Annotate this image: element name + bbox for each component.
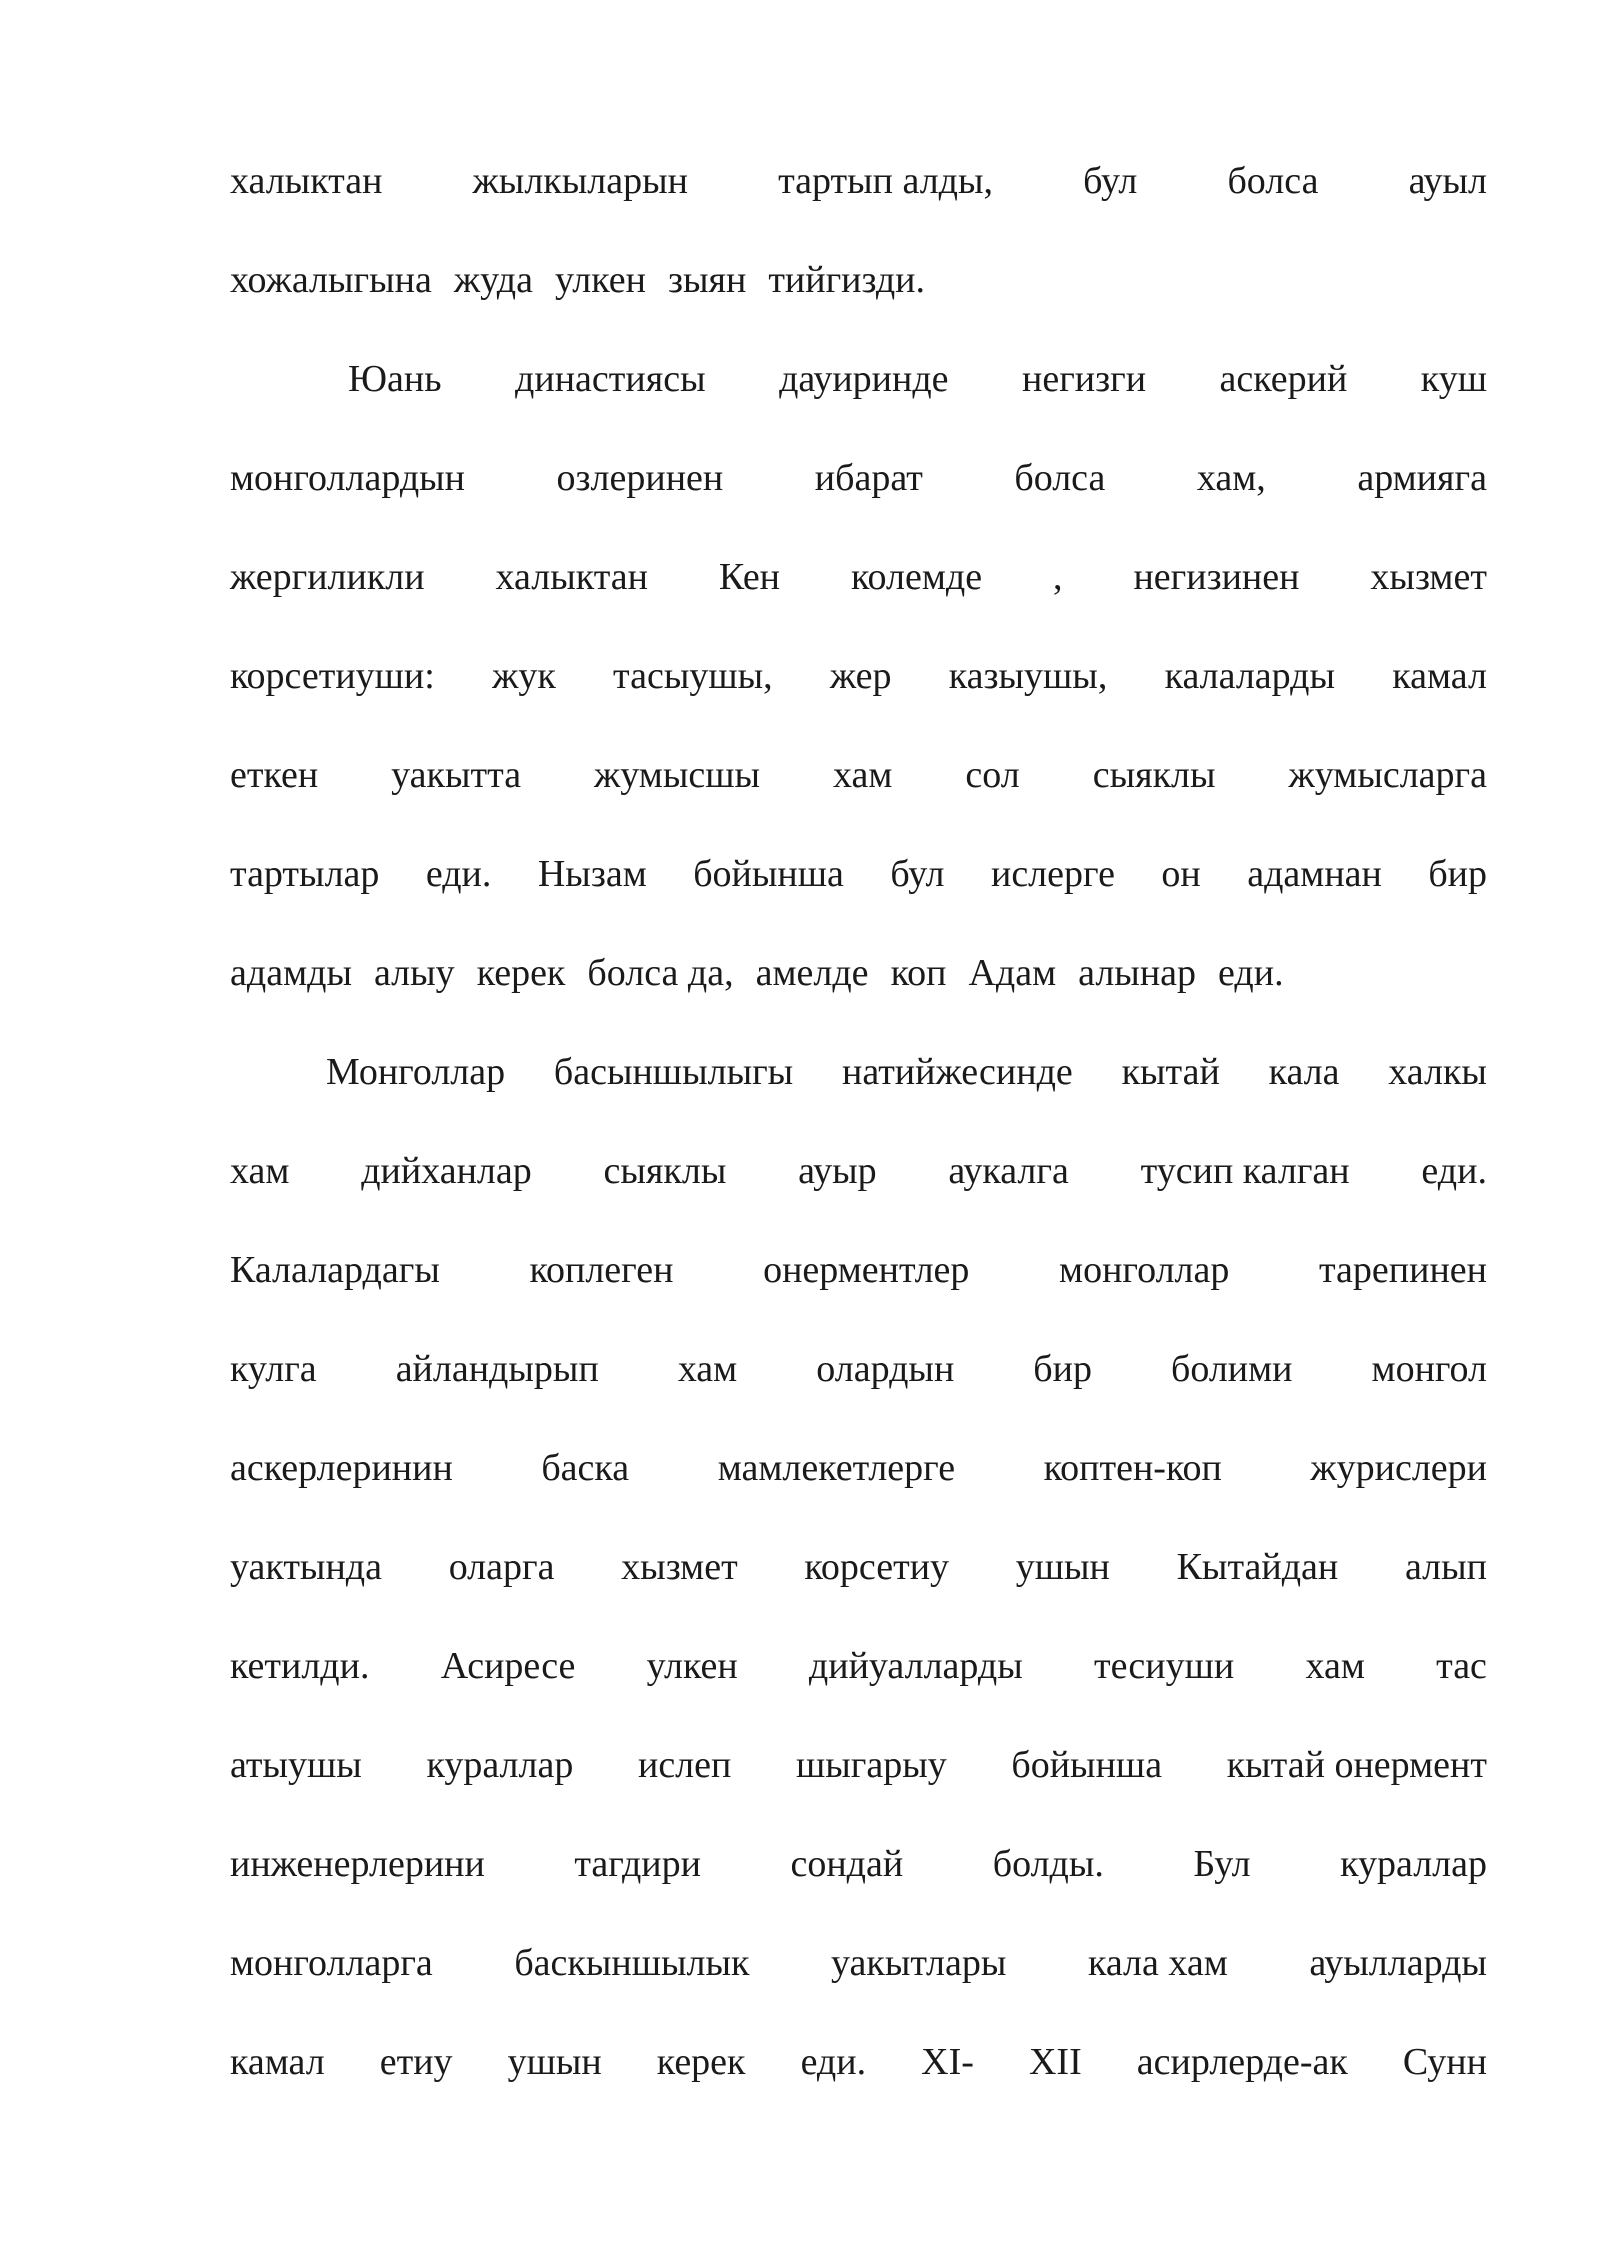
word: еткен [230, 754, 319, 796]
word: XI- [921, 2041, 974, 2083]
word: корсетиу [804, 1546, 950, 1588]
word: жергиликли [230, 556, 425, 598]
word: онерментлер [763, 1249, 970, 1291]
text-line [230, 1237, 1487, 1336]
word: болса [1227, 160, 1319, 202]
word: кытай онермент [1226, 1744, 1487, 1786]
word: уакытта [391, 754, 522, 796]
word: олардын [816, 1348, 955, 1390]
word: казыушы, [948, 655, 1108, 697]
word: калаларды [1164, 655, 1336, 697]
word: сыяклы [1092, 754, 1216, 796]
text-line [230, 1831, 1487, 1930]
word: куш [1420, 358, 1487, 400]
word: кытай [1121, 1051, 1220, 1093]
word: кулга [230, 1348, 317, 1390]
word: бул [890, 853, 945, 895]
word: XII [1028, 2041, 1082, 2083]
word: жер [829, 655, 892, 697]
word: Кен [718, 556, 781, 598]
word: халыктан [230, 160, 383, 202]
text-line [230, 1435, 1487, 1534]
word: негизинен [1133, 556, 1300, 598]
word: аскерлеринин [230, 1447, 453, 1489]
text-line [230, 742, 1487, 841]
word: Адам [968, 952, 1057, 994]
word: болими [1170, 1348, 1293, 1390]
word: колемде [850, 556, 983, 598]
word: ауыр [798, 1150, 877, 1192]
word: журислери [1310, 1447, 1487, 1489]
word: атыушы [230, 1744, 362, 1786]
word: улкен [646, 1645, 738, 1687]
word: керек [656, 2041, 746, 2083]
word: жук [492, 655, 556, 697]
word: алып [1404, 1546, 1487, 1588]
word: бир [1428, 853, 1487, 895]
word: камал [230, 2041, 325, 2083]
word: ауылларды [1309, 1942, 1487, 1984]
text-line [230, 940, 1487, 1039]
text-line [230, 148, 1487, 247]
word: монголларга [230, 1942, 433, 1984]
word: хызмет [1370, 556, 1487, 598]
word: кала хам [1087, 1942, 1228, 1984]
word: улкен [554, 259, 646, 301]
word: еди. [800, 2041, 867, 2083]
text-line [230, 1534, 1487, 1633]
word: хожалыгына [230, 259, 432, 301]
word: озлеринен [556, 457, 724, 499]
word: амелде [755, 952, 869, 994]
word: коплеген [529, 1249, 674, 1291]
word: Бул [1193, 1843, 1251, 1885]
word: дийханлар [361, 1150, 532, 1192]
word: Асиресе [440, 1645, 576, 1687]
text-line [230, 841, 1487, 940]
word: жумысшы [594, 754, 761, 796]
word: еди. [1218, 952, 1284, 994]
word: монголлардын [230, 457, 466, 499]
word: Калалардагы [230, 1249, 440, 1291]
word: ауыл [1408, 160, 1487, 202]
word: Нызам [537, 853, 647, 895]
word: армияга [1357, 457, 1487, 499]
word: басыншылыгы [553, 1051, 794, 1093]
word: адамнан [1247, 853, 1382, 895]
word: тасыушы, [613, 655, 773, 697]
word: ушын [1015, 1546, 1110, 1588]
word: баскыншылык [514, 1942, 750, 1984]
word: кетилди. [230, 1645, 370, 1687]
word: уактында [230, 1546, 382, 1588]
word: негизги [1022, 358, 1147, 400]
text-line [230, 346, 1487, 445]
word: камал [1392, 655, 1487, 697]
text-line [230, 1039, 1487, 1138]
text-line [230, 1732, 1487, 1831]
word: сыяклы [603, 1150, 727, 1192]
word: тагдири [574, 1843, 701, 1885]
word: ислеп [637, 1744, 732, 1786]
word: ушын [507, 2041, 602, 2083]
word: монголлар [1059, 1249, 1230, 1291]
word: бир [1033, 1348, 1092, 1390]
word: тартылар [230, 853, 380, 895]
word: бойынша [693, 853, 844, 895]
word: болды. [992, 1843, 1104, 1885]
word: дауиринде [779, 358, 949, 400]
word: Юань [348, 358, 442, 400]
word: хам, [1196, 457, 1266, 499]
word: алыу [373, 952, 455, 994]
word: баска [541, 1447, 630, 1489]
word: тарепинен [1318, 1249, 1487, 1291]
word: коп [890, 952, 947, 994]
word: хам [677, 1348, 738, 1390]
word: керек [476, 952, 566, 994]
word: сондай [790, 1843, 904, 1885]
word: хызмет [621, 1546, 738, 1588]
text-line [230, 1336, 1487, 1435]
text-line [230, 2029, 1487, 2128]
word: мамлекетлерге [717, 1447, 956, 1489]
word: халкы [1388, 1051, 1487, 1093]
word: асирлерде-ак [1136, 2041, 1348, 2083]
word: тас [1436, 1645, 1487, 1687]
text-line [230, 445, 1487, 544]
word: инженерлерини [230, 1843, 485, 1885]
word: оларга [448, 1546, 555, 1588]
word: уакытлары [831, 1942, 1007, 1984]
word: шыгарыу [795, 1744, 947, 1786]
word: куралл​ар [426, 1744, 574, 1786]
word: ислерге [990, 853, 1115, 895]
word: адамды [230, 952, 352, 994]
word: айландырып [395, 1348, 599, 1390]
word: тусип калган [1140, 1150, 1350, 1192]
word: аскерий [1219, 358, 1348, 400]
word: болса [1014, 457, 1106, 499]
text-line [230, 247, 1487, 346]
word: аукалга [948, 1150, 1069, 1192]
word: монгол [1371, 1348, 1487, 1390]
word: ибарат [814, 457, 923, 499]
word: тартып алды, [778, 160, 994, 202]
word: Монголлар [326, 1051, 506, 1093]
text-line [230, 1138, 1487, 1237]
word: бойынша [1011, 1744, 1163, 1786]
word: дийуалларды [808, 1645, 1023, 1687]
word: жумысларга [1288, 754, 1487, 796]
word: он [1161, 853, 1201, 895]
word: етиу [379, 2041, 453, 2083]
word: алынар [1078, 952, 1197, 994]
word: хам [230, 1150, 290, 1192]
word: зыян [667, 259, 747, 301]
word: хам [1305, 1645, 1365, 1687]
word: Кытайдан [1176, 1546, 1339, 1588]
word: еди. [1421, 1150, 1487, 1192]
word: хам [833, 754, 893, 796]
word: жылкыларын [472, 160, 688, 202]
word: сол [965, 754, 1020, 796]
document-body [230, 148, 1487, 2128]
text-line [230, 1930, 1487, 2029]
word: династиясы [515, 358, 706, 400]
text-line [230, 544, 1487, 643]
word: тийгизди. [768, 259, 926, 301]
word: куралл​ар [1340, 1843, 1487, 1885]
text-line [230, 643, 1487, 742]
word: болса да, [587, 952, 734, 994]
text-line [230, 1633, 1487, 1732]
word: Сунн [1402, 2041, 1487, 2083]
word: кала [1268, 1051, 1340, 1093]
word: коптен-коп [1043, 1447, 1222, 1489]
word: натийжесинде [841, 1051, 1073, 1093]
word: бул [1083, 160, 1138, 202]
word: корсетиуши: [230, 655, 435, 697]
word: жуда [453, 259, 533, 301]
word: тесиуши [1094, 1645, 1235, 1687]
word: еди. [425, 853, 492, 895]
word: халыктан [495, 556, 648, 598]
word: , [1053, 556, 1063, 598]
